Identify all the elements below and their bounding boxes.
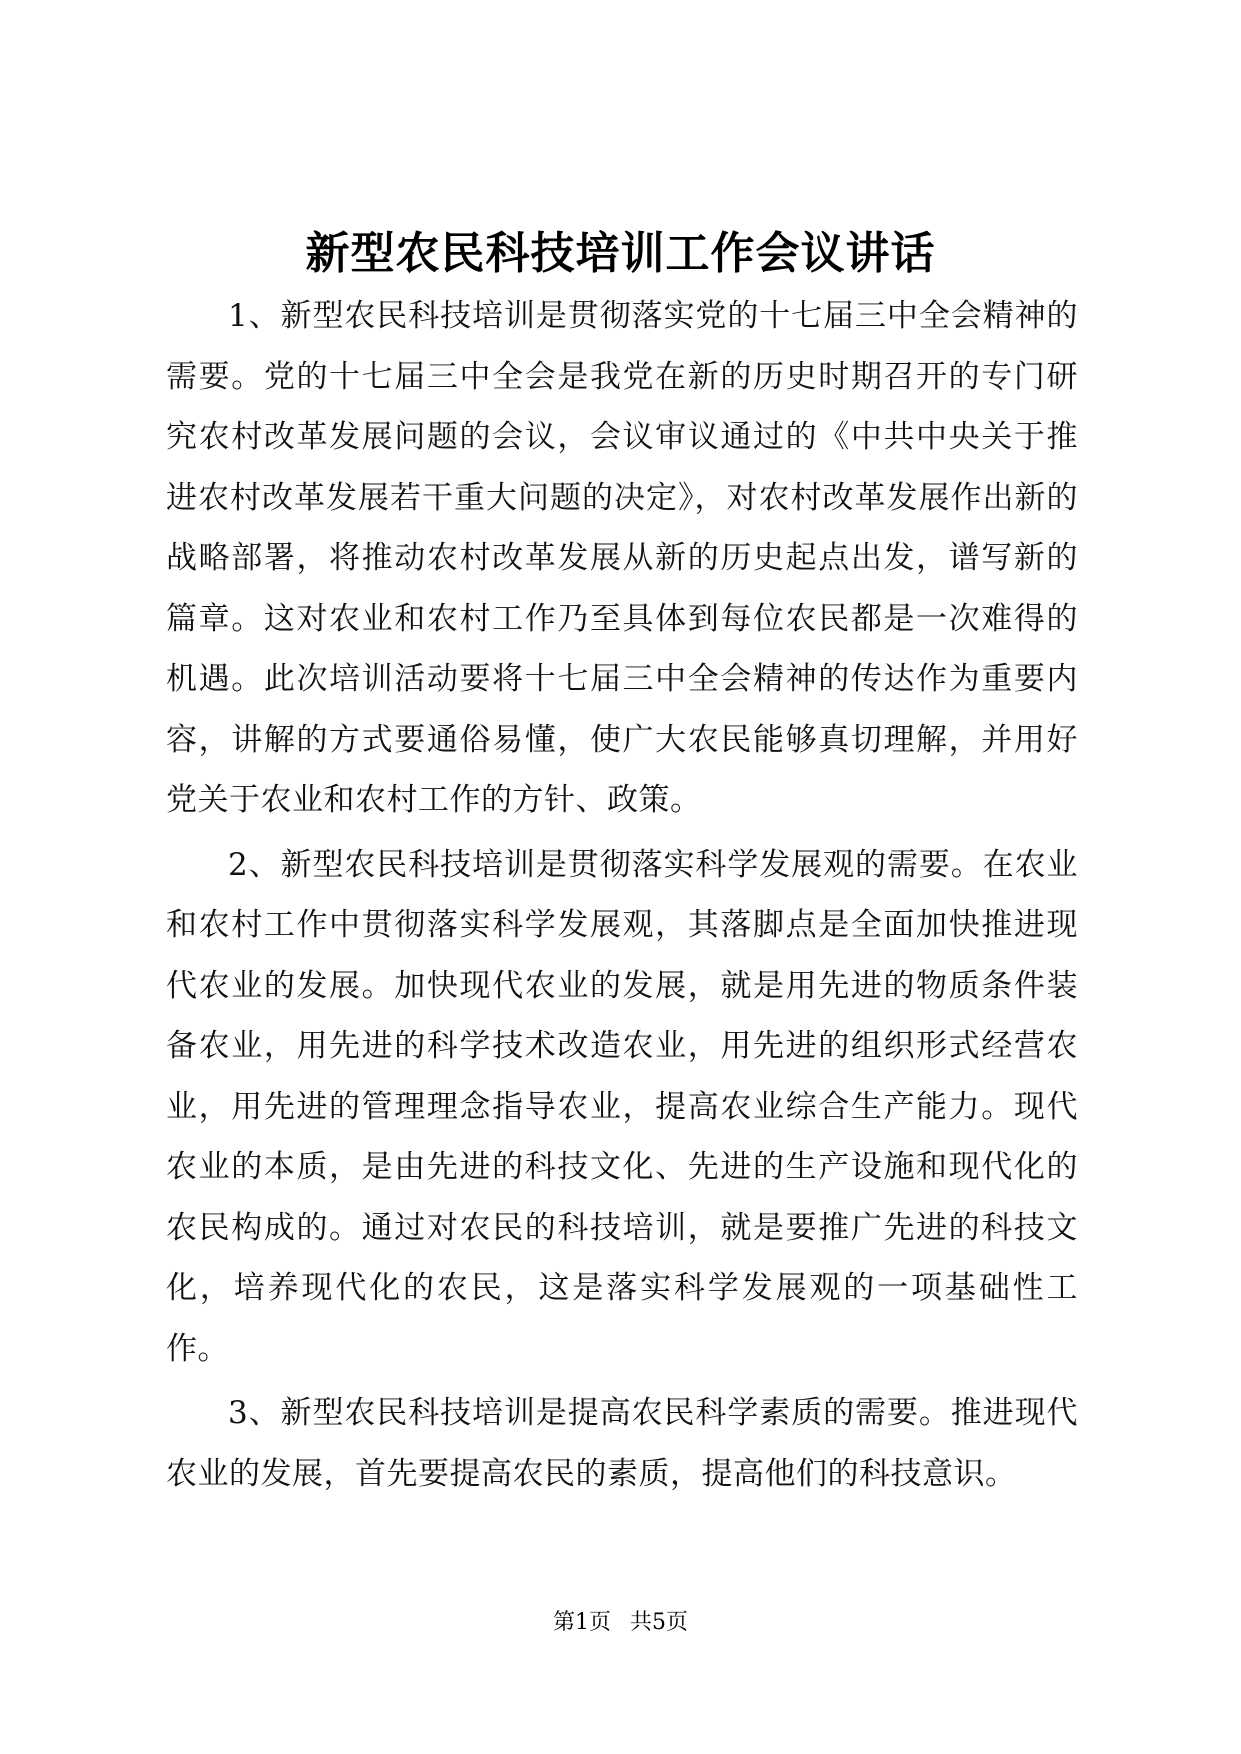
page-number-current: 第1页 <box>553 1610 611 1635</box>
page-number-total: 共5页 <box>630 1610 688 1635</box>
page-footer <box>0 1608 1241 1638</box>
paragraph-2: 2、新型农民科技培训是贯彻落实科学发展观的需要。在农业和农村工作中贯彻落实科学发展观，其落脚点是全面加快推进现代农业的发展。加快现代农业的发展，就是用先进的物质条件装备农业，用先进的科学技术改造农业，用先进的组织形式经营农业，用先进的管理理念指导农业，提高农业综合生产能力。现代农业的本质，是由先进的科技文化、先进的生产设施和现代化的农民构成的。通过对农民的科技培训，就是要推广先进的科技文化，培养现代化的农民，这是落实科学发展观的一项基础性工作。 <box>166 846 1078 1367</box>
paragraph-3: 3、新型农民科技培训是提高农民科学素质的需要。推进现代农业的发展，首先要提高农民的素质，提高他们的科技意识。 <box>166 1395 1078 1492</box>
document-title: 新型农民科技培训工作会议讲话 <box>305 228 936 279</box>
paragraph-1: 1、新型农民科技培训是贯彻落实党的十七届三中全会精神的需要。党的十七届三中全会是我党在新的历史时期召开的专门研究农村改革发展问题的会议，会议审议通过的《中共中央关于推进农村改革发展若干重大问题的决定》，对农村改革发展作出新的战略部署，将推动农村改革发展从新的历史起点出发，谱写新的篇章。这对农业和农村工作乃至具体到每位农民都是一次难得的机遇。此次培训活动要将十七届三中全会精神的传达作为重要内容，讲解的方式要通俗易懂，使广大农民能够真切理解，并用好党关于农业和农村工作的方针、政策。 <box>166 298 1078 818</box>
document-body <box>166 286 1078 1508</box>
